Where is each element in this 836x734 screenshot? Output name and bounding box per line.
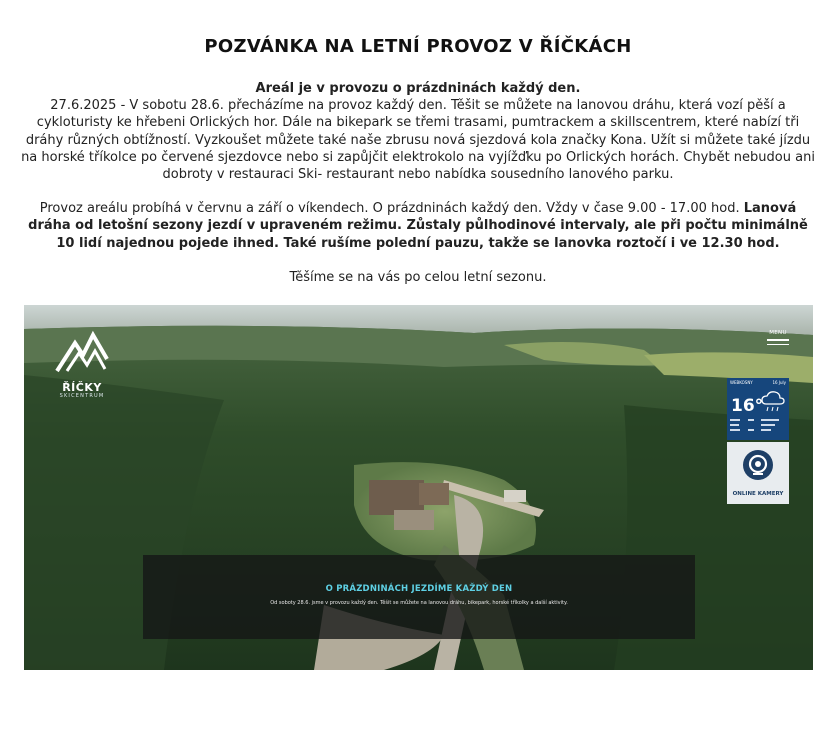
weather-details-icon [730, 418, 786, 438]
banner-subtitle: Od soboty 28.6. jsme v provozu každý den. Těšit se můžete na lanovou dráhu, bikepark, horské tříkolky a další aktivity. [270, 600, 568, 606]
menu-label: MENU [769, 330, 787, 336]
hero-image[interactable] [24, 305, 813, 670]
hero-banner[interactable] [143, 555, 695, 639]
cloud-rain-icon [760, 390, 786, 414]
article-body [18, 80, 818, 286]
logo-name: ŘÍČKY [62, 381, 102, 394]
operation-bold: Lanová dráha od letošní sezony jezdí v upraveném režimu. Zůstaly půlhodinové intervaly, ale při počtu minimálně 10 lidí najednou pojede ihned. Také rušíme polední pauzu, takže se lanovka roztočí i ve 12.30 hod. [28, 201, 808, 251]
online-cameras-button[interactable] [727, 442, 789, 504]
weather-widget[interactable] [727, 378, 789, 440]
online-cameras-label: ONLINE KAMERY [732, 491, 784, 497]
intro-paragraph [18, 80, 818, 183]
operation-paragraph [18, 200, 818, 252]
logo-subtitle: SKICENTRUM [59, 393, 105, 399]
mountains-logo-icon [53, 329, 111, 375]
intro-lead: Areál je v provozu o prázdninách každý den. [255, 81, 581, 96]
operation-normal: Provoz areálu probíhá v červnu a září o víkendech. O prázdninách každý den. Vždy v čase 9.00 - 17.00 hod. [39, 201, 740, 217]
ricky-logo[interactable] [50, 329, 114, 399]
banner-title: O PRÁZDNINÁCH JEZDÍME KAŽDÝ DEN [325, 584, 513, 594]
intro-body: 27.6.2025 - V sobotu 28.6. přecházíme na provoz každý den. Těšit se můžete na lanovou dráhu, která vozí pěší a cykloturisty ke hřebeni Orlických hor. Dále na bikepark se třemi trasami, pumtrackem a skillscentrem, které nabízí tři dráhy různých obtížností. Vyzkoušet můžete také naše zbrusu nová sjezdová kola značky Kona. Užít si můžete také jízdu na horské tříkolce po červené sjezdovce nebo si zapůjčit elektrokolo na vyjížďku po Orlických horách. Chybět nebudou ani dobroty v restauraci Ski- restaurant nebo nabídka sousedního lanového parku. [21, 98, 815, 183]
page-title: POZVÁNKA NA LETNÍ PROVOZ V ŘÍČKÁCH [204, 36, 632, 57]
menu-button[interactable] [767, 330, 789, 345]
webcam-icon [742, 449, 774, 481]
weather-label: WEBKOSNY [730, 380, 753, 385]
hamburger-icon [767, 339, 789, 341]
weather-temperature: 16° [731, 396, 764, 416]
closing-paragraph: Těšíme se na vás po celou letní sezonu. [289, 269, 547, 285]
weather-date: 16 July [772, 380, 786, 385]
